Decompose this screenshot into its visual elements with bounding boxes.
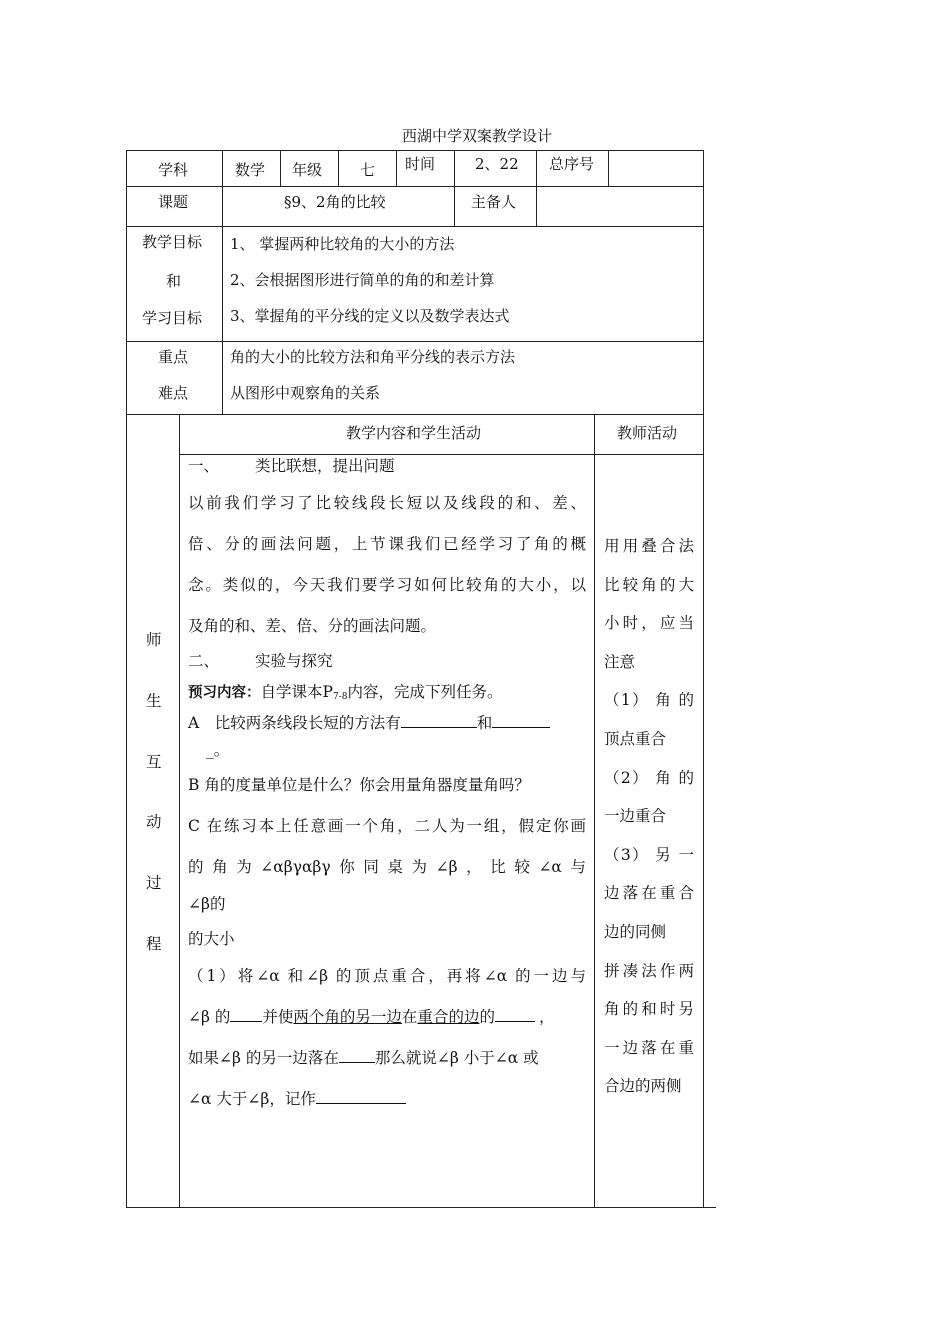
teacher-note-line: 边的同侧 bbox=[604, 922, 667, 941]
step-line bbox=[188, 1040, 586, 1077]
content-header: 教学内容和学生活动 bbox=[346, 424, 482, 442]
question-b: B 角的度量单位是什么？你会用量角器度量角吗？ bbox=[188, 776, 530, 794]
question-c-line: ∠β的 bbox=[188, 895, 226, 913]
teacher-note-line: 一边落在重 bbox=[604, 1038, 694, 1057]
side-label-char: 生 bbox=[146, 692, 162, 710]
table-row-divider bbox=[126, 186, 704, 187]
goal-item: 3、掌握角的平分线的定义以及数学表达式 bbox=[230, 307, 510, 325]
table-col-divider bbox=[222, 150, 223, 414]
underlined-text: 重合的边 bbox=[417, 1008, 480, 1026]
paragraph-line: 及角的和、差、倍、分的画法问题。 bbox=[188, 617, 437, 635]
difficult-point-text: 从图形中观察角的关系 bbox=[230, 384, 381, 402]
time-value: 2、22 bbox=[475, 155, 519, 173]
goal-item: 1、 掌握两种比较角的大小的方法 bbox=[230, 235, 455, 253]
answer-blank[interactable] bbox=[401, 711, 477, 728]
topic-label: 课题 bbox=[158, 193, 189, 211]
step-line bbox=[188, 1081, 586, 1118]
teacher-note-line: 合边的两侧 bbox=[604, 1077, 682, 1096]
side-label-char: 互 bbox=[146, 753, 162, 771]
section-number: 一、 bbox=[188, 457, 220, 475]
table-col-divider bbox=[608, 150, 609, 186]
teacher-note-line: （2） 角 的 bbox=[604, 768, 694, 787]
question-a bbox=[188, 705, 586, 742]
side-label-char: 程 bbox=[146, 935, 162, 953]
table-border-right bbox=[703, 150, 704, 1207]
table-col-divider bbox=[179, 414, 180, 1207]
time-label: 时间 bbox=[405, 155, 436, 173]
table-row-divider bbox=[126, 341, 704, 342]
step-text: ∠α 大于∠β，记作 bbox=[188, 1090, 316, 1108]
side-label-char: 师 bbox=[146, 631, 162, 649]
teacher-note-line: 一边重合 bbox=[604, 807, 667, 826]
step-text: 的 bbox=[479, 1008, 495, 1026]
teacher-note-line: 拼凑法作两 bbox=[604, 961, 694, 980]
preparer-label: 主备人 bbox=[471, 193, 517, 211]
table-col-divider bbox=[396, 150, 397, 186]
section-heading bbox=[188, 448, 586, 485]
answer-blank[interactable] bbox=[230, 1005, 262, 1022]
step-text: 那么就说∠β 小于∠α 或 bbox=[374, 1049, 539, 1067]
teacher-note-line: 边落在重合 bbox=[604, 884, 694, 903]
question-a-text: A 比较两条线段长短的方法有 bbox=[188, 714, 401, 732]
question-c-line: 的大小 bbox=[188, 930, 235, 948]
section-title: 实验与探究 bbox=[255, 652, 333, 670]
step-text: ∠β 的 bbox=[188, 1008, 231, 1026]
table-col-divider bbox=[536, 150, 537, 226]
preview-label: 预习内容： bbox=[188, 685, 261, 701]
preview-text: 自学课本P bbox=[260, 683, 333, 701]
answer-blank[interactable] bbox=[339, 1046, 375, 1063]
step-line bbox=[188, 999, 586, 1036]
question-a-end-text: _。 bbox=[206, 741, 230, 759]
step-line: （1）将∠α 和∠β 的顶点重合，再将∠α 的一边与 bbox=[188, 967, 586, 985]
step-text: 并使 bbox=[262, 1008, 294, 1026]
table-col-divider bbox=[454, 150, 455, 226]
question-c-line: 的角为∠αβγαβγ你同桌为∠β，比较∠α与 bbox=[188, 858, 586, 876]
teacher-note-line: 注意 bbox=[604, 652, 636, 671]
table-col-divider bbox=[594, 414, 595, 1207]
side-label-char: 动 bbox=[146, 813, 162, 831]
teacher-note-line: 用用叠合法 bbox=[604, 537, 694, 555]
section-title: 类比联想，提出问题 bbox=[255, 457, 395, 475]
teacher-activity bbox=[604, 527, 694, 1106]
teacher-note-line: 顶点重合 bbox=[604, 729, 667, 748]
table-col-divider bbox=[338, 150, 339, 186]
goals-label-2: 和 bbox=[166, 272, 182, 290]
goals-label-1: 教学目标 bbox=[142, 233, 203, 251]
paragraph-line: 倍、分的画法问题，上节课我们已经学习了角的概 bbox=[188, 535, 586, 553]
lesson-content bbox=[188, 448, 586, 1118]
subject-value: 数学 bbox=[235, 161, 266, 179]
question-a-and: 和 bbox=[476, 714, 493, 732]
preview-tail: 内容，完成下列任务。 bbox=[347, 683, 503, 701]
question-c-line: C 在练习本上任意画一个角，二人为一组，假定你画 bbox=[188, 817, 586, 835]
grade-label: 年级 bbox=[292, 161, 323, 179]
teacher-note-line: 比较角的大 bbox=[604, 575, 694, 594]
teacher-note-line: 小时，应当 bbox=[604, 614, 694, 633]
page-title bbox=[0, 125, 950, 146]
underlined-text: 两个角的另一边 bbox=[293, 1008, 402, 1026]
teacher-header: 教师活动 bbox=[617, 424, 678, 442]
goal-item: 2、会根据图形进行简单的角的和差计算 bbox=[230, 271, 495, 289]
table-row-divider bbox=[126, 226, 704, 227]
table-border-bottom bbox=[126, 1207, 716, 1208]
goals-label-3: 学习目标 bbox=[142, 309, 203, 327]
answer-blank[interactable] bbox=[492, 711, 550, 728]
key-point-text: 角的大小的比较方法和角平分线的表示方法 bbox=[230, 348, 516, 366]
step-text: 在 bbox=[401, 1008, 418, 1026]
answer-blank[interactable] bbox=[495, 1005, 535, 1022]
side-label-char: 过 bbox=[146, 874, 162, 892]
topic-value: §9、2角的比较 bbox=[284, 193, 386, 211]
table-row-divider bbox=[126, 414, 704, 415]
table-border-left bbox=[126, 150, 127, 1207]
teacher-note-line: 角的和时另 bbox=[604, 1000, 694, 1019]
section-number: 二、 bbox=[188, 652, 220, 670]
grade-value: 七 bbox=[360, 161, 376, 179]
paragraph-line: 念。类似的，今天我们要学习如何比较角的大小，以 bbox=[188, 576, 586, 594]
paragraph-line: 以前我们学习了比较线段长短以及线段的和、差、 bbox=[188, 494, 586, 512]
answer-blank[interactable] bbox=[316, 1087, 406, 1104]
key-label: 重点 bbox=[158, 348, 189, 366]
teacher-note-line: （1） 角 的 bbox=[604, 691, 694, 710]
page-title-text: 西湖中学双案教学设计 bbox=[401, 127, 552, 145]
step-text: 如果∠β 的另一边落在 bbox=[188, 1049, 339, 1067]
table-col-divider bbox=[280, 150, 281, 186]
serial-label: 总序号 bbox=[549, 155, 595, 173]
teacher-note-line: （3） 另 一 bbox=[604, 845, 694, 864]
subject-label: 学科 bbox=[158, 161, 189, 179]
preview-pages: 7-8 bbox=[332, 692, 348, 702]
difficult-label: 难点 bbox=[158, 384, 189, 402]
table-border-top bbox=[126, 150, 704, 151]
step-text: ， bbox=[538, 1008, 555, 1026]
